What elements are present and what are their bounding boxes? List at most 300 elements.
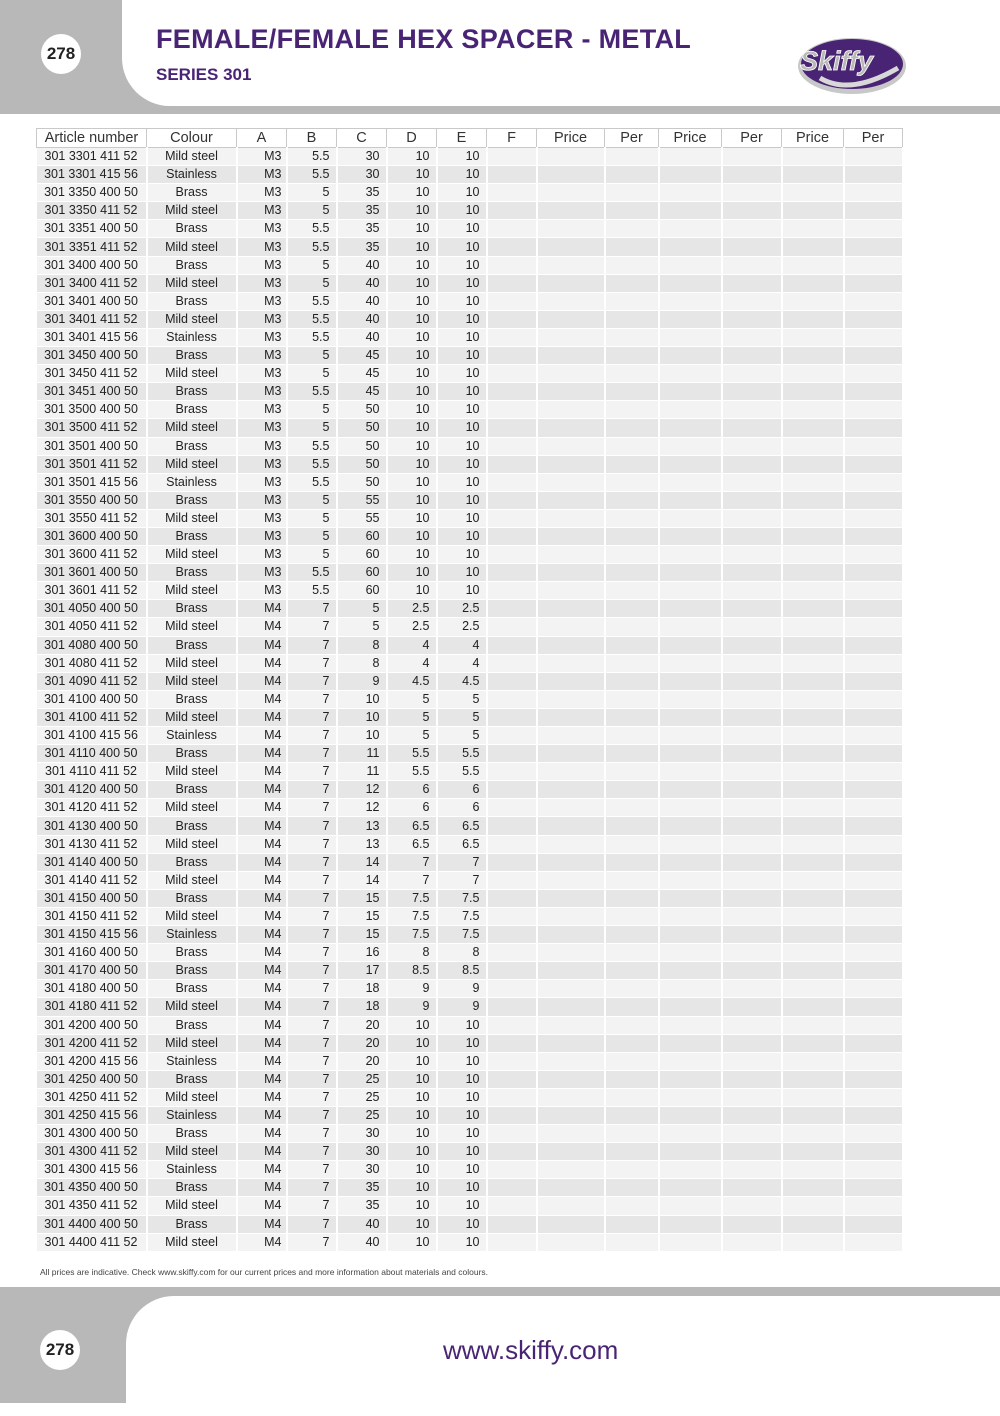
table-cell: 5.5 <box>437 745 487 763</box>
table-row <box>37 455 903 473</box>
table-cell: M4 <box>237 1034 287 1052</box>
table-cell: 301 3450 411 52 <box>37 365 147 383</box>
table-cell: 13 <box>337 835 387 853</box>
empty-cell <box>605 998 659 1016</box>
empty-cell <box>605 1106 659 1124</box>
table-row <box>37 944 903 962</box>
empty-cell <box>537 546 605 564</box>
empty-cell <box>605 745 659 763</box>
table-cell: Stainless <box>147 328 237 346</box>
empty-cell <box>722 437 782 455</box>
table-cell: M4 <box>237 926 287 944</box>
table-cell: 10 <box>387 509 437 527</box>
empty-cell <box>722 419 782 437</box>
table-cell: 5.5 <box>287 582 337 600</box>
table-cell: 7.5 <box>437 907 487 925</box>
empty-cell <box>537 1106 605 1124</box>
empty-cell <box>782 600 844 618</box>
empty-cell <box>659 708 722 726</box>
empty-cell <box>487 1088 537 1106</box>
empty-cell <box>487 889 537 907</box>
empty-cell <box>659 401 722 419</box>
table-cell: 25 <box>337 1106 387 1124</box>
table-cell: Mild steel <box>147 582 237 600</box>
empty-cell <box>487 907 537 925</box>
empty-cell <box>487 980 537 998</box>
empty-cell <box>722 889 782 907</box>
table-cell: M4 <box>237 944 287 962</box>
empty-cell <box>537 473 605 491</box>
empty-cell <box>537 781 605 799</box>
empty-cell <box>487 1179 537 1197</box>
table-cell: 60 <box>337 546 387 564</box>
empty-cell <box>537 998 605 1016</box>
empty-cell <box>659 1088 722 1106</box>
table-row <box>37 690 903 708</box>
table-cell: M4 <box>237 1197 287 1215</box>
empty-cell <box>782 871 844 889</box>
empty-cell <box>487 383 537 401</box>
empty-cell <box>605 1197 659 1215</box>
empty-cell <box>782 1161 844 1179</box>
table-cell: 7 <box>287 636 337 654</box>
empty-cell <box>782 383 844 401</box>
table-cell: 5.5 <box>287 564 337 582</box>
table-cell: 5.5 <box>437 763 487 781</box>
table-cell: 301 4350 411 52 <box>37 1197 147 1215</box>
table-cell: M3 <box>237 564 287 582</box>
empty-cell <box>659 365 722 383</box>
table-cell: 10 <box>437 401 487 419</box>
table-cell: 15 <box>337 907 387 925</box>
empty-cell <box>605 1179 659 1197</box>
empty-cell <box>722 582 782 600</box>
empty-cell <box>537 310 605 328</box>
empty-cell <box>722 1215 782 1233</box>
empty-cell <box>659 636 722 654</box>
table-cell: 301 3500 400 50 <box>37 401 147 419</box>
table-cell: 301 3601 411 52 <box>37 582 147 600</box>
table-cell: 13 <box>337 817 387 835</box>
empty-cell <box>722 799 782 817</box>
empty-cell <box>782 256 844 274</box>
empty-cell <box>722 871 782 889</box>
empty-cell <box>659 727 722 745</box>
empty-cell <box>537 600 605 618</box>
empty-cell <box>844 437 903 455</box>
empty-cell <box>844 962 903 980</box>
table-row <box>37 1143 903 1161</box>
empty-cell <box>722 1233 782 1251</box>
empty-cell <box>659 1179 722 1197</box>
empty-cell <box>605 1233 659 1251</box>
table-cell: 301 4120 411 52 <box>37 799 147 817</box>
table-cell: 5 <box>387 690 437 708</box>
column-header: D <box>387 129 437 148</box>
table-cell: Brass <box>147 383 237 401</box>
empty-cell <box>844 564 903 582</box>
table-cell: 10 <box>387 1179 437 1197</box>
empty-cell <box>844 926 903 944</box>
table-row <box>37 1052 903 1070</box>
empty-cell <box>487 654 537 672</box>
table-cell: 10 <box>387 148 437 166</box>
table-cell: 7 <box>287 1052 337 1070</box>
empty-cell <box>844 799 903 817</box>
table-cell: M3 <box>237 310 287 328</box>
spec-table <box>36 128 904 1252</box>
table-row <box>37 274 903 292</box>
table-row <box>37 600 903 618</box>
empty-cell <box>537 292 605 310</box>
empty-cell <box>722 745 782 763</box>
empty-cell <box>605 618 659 636</box>
table-cell: 7 <box>387 853 437 871</box>
empty-cell <box>537 980 605 998</box>
empty-cell <box>722 310 782 328</box>
table-cell: M4 <box>237 889 287 907</box>
empty-cell <box>537 871 605 889</box>
empty-cell <box>487 799 537 817</box>
table-cell: Mild steel <box>147 1197 237 1215</box>
empty-cell <box>844 220 903 238</box>
empty-cell <box>782 527 844 545</box>
table-cell: 10 <box>437 491 487 509</box>
table-cell: 10 <box>387 1161 437 1179</box>
table-cell: 10 <box>437 1215 487 1233</box>
table-cell: 301 4300 400 50 <box>37 1125 147 1143</box>
table-cell: 7 <box>287 1197 337 1215</box>
table-cell: Mild steel <box>147 871 237 889</box>
table-row <box>37 763 903 781</box>
empty-cell <box>722 1070 782 1088</box>
empty-cell <box>487 564 537 582</box>
empty-cell <box>537 1070 605 1088</box>
empty-cell <box>537 962 605 980</box>
table-body <box>37 148 903 1252</box>
table-row <box>37 347 903 365</box>
empty-cell <box>782 491 844 509</box>
empty-cell <box>605 564 659 582</box>
empty-cell <box>844 347 903 365</box>
table-row <box>37 202 903 220</box>
table-cell: Mild steel <box>147 310 237 328</box>
empty-cell <box>844 491 903 509</box>
table-cell: M3 <box>237 365 287 383</box>
table-cell: 301 4400 411 52 <box>37 1233 147 1251</box>
table-cell: 10 <box>387 1034 437 1052</box>
empty-cell <box>537 1088 605 1106</box>
empty-cell <box>605 546 659 564</box>
empty-cell <box>537 437 605 455</box>
table-row <box>37 437 903 455</box>
empty-cell <box>844 727 903 745</box>
table-cell: 10 <box>387 328 437 346</box>
table-row <box>37 256 903 274</box>
table-cell: 10 <box>437 1052 487 1070</box>
table-cell: 7.5 <box>437 889 487 907</box>
empty-cell <box>605 347 659 365</box>
table-cell: Mild steel <box>147 419 237 437</box>
empty-cell <box>659 1070 722 1088</box>
table-row <box>37 1125 903 1143</box>
table-row <box>37 1197 903 1215</box>
table-cell: 301 3400 411 52 <box>37 274 147 292</box>
table-cell: Brass <box>147 636 237 654</box>
table-cell: 9 <box>337 672 387 690</box>
empty-cell <box>844 274 903 292</box>
empty-cell <box>782 455 844 473</box>
empty-cell <box>782 292 844 310</box>
empty-cell <box>487 148 537 166</box>
empty-cell <box>605 202 659 220</box>
empty-cell <box>487 582 537 600</box>
empty-cell <box>844 1125 903 1143</box>
table-row <box>37 618 903 636</box>
empty-cell <box>659 1125 722 1143</box>
table-cell: 10 <box>387 383 437 401</box>
table-row <box>37 582 903 600</box>
table-row <box>37 1088 903 1106</box>
table-cell: 2.5 <box>437 618 487 636</box>
table-cell: Mild steel <box>147 509 237 527</box>
table-cell: M4 <box>237 962 287 980</box>
table-cell: 301 4350 400 50 <box>37 1179 147 1197</box>
table-cell: 10 <box>387 437 437 455</box>
table-cell: M3 <box>237 582 287 600</box>
table-cell: Brass <box>147 600 237 618</box>
empty-cell <box>659 419 722 437</box>
table-cell: 301 3301 411 52 <box>37 148 147 166</box>
empty-cell <box>605 926 659 944</box>
table-row <box>37 799 903 817</box>
empty-cell <box>659 600 722 618</box>
table-cell: 10 <box>387 455 437 473</box>
table-cell: M3 <box>237 274 287 292</box>
empty-cell <box>722 817 782 835</box>
table-cell: 10 <box>387 1197 437 1215</box>
table-cell: Mild steel <box>147 1034 237 1052</box>
empty-cell <box>487 401 537 419</box>
table-cell: 10 <box>387 1106 437 1124</box>
table-cell: 301 3350 411 52 <box>37 202 147 220</box>
empty-cell <box>782 365 844 383</box>
empty-cell <box>844 582 903 600</box>
table-cell: 7 <box>287 763 337 781</box>
empty-cell <box>605 853 659 871</box>
empty-cell <box>659 853 722 871</box>
table-row <box>37 383 903 401</box>
table-cell: M3 <box>237 238 287 256</box>
table-cell: 301 3501 415 56 <box>37 473 147 491</box>
table-cell: M4 <box>237 1233 287 1251</box>
empty-cell <box>537 727 605 745</box>
table-cell: 10 <box>387 220 437 238</box>
table-cell: 5 <box>287 274 337 292</box>
empty-cell <box>844 527 903 545</box>
empty-cell <box>537 238 605 256</box>
empty-cell <box>782 708 844 726</box>
empty-cell <box>537 853 605 871</box>
empty-cell <box>722 1106 782 1124</box>
table-cell: 10 <box>387 527 437 545</box>
table-row <box>37 889 903 907</box>
empty-cell <box>537 835 605 853</box>
table-cell: 10 <box>387 365 437 383</box>
table-cell: 301 4160 400 50 <box>37 944 147 962</box>
table-cell: 10 <box>337 727 387 745</box>
table-cell: 8 <box>337 636 387 654</box>
table-cell: 12 <box>337 781 387 799</box>
empty-cell <box>659 1161 722 1179</box>
empty-cell <box>605 708 659 726</box>
empty-cell <box>537 1197 605 1215</box>
column-header: Article number <box>37 129 147 148</box>
empty-cell <box>722 1052 782 1070</box>
table-cell: 4 <box>437 654 487 672</box>
empty-cell <box>605 636 659 654</box>
table-cell: 10 <box>437 582 487 600</box>
empty-cell <box>782 148 844 166</box>
empty-cell <box>782 1215 844 1233</box>
table-row <box>37 817 903 835</box>
empty-cell <box>782 690 844 708</box>
empty-cell <box>487 1070 537 1088</box>
table-cell: 301 4120 400 50 <box>37 781 147 799</box>
table-cell: 10 <box>437 184 487 202</box>
empty-cell <box>659 907 722 925</box>
table-cell: 40 <box>337 1233 387 1251</box>
empty-cell <box>722 835 782 853</box>
table-cell: M4 <box>237 636 287 654</box>
table-cell: 9 <box>437 998 487 1016</box>
empty-cell <box>605 1070 659 1088</box>
empty-cell <box>659 998 722 1016</box>
table-cell: Brass <box>147 781 237 799</box>
empty-cell <box>722 1088 782 1106</box>
table-cell: 10 <box>437 148 487 166</box>
empty-cell <box>782 1088 844 1106</box>
table-cell: Brass <box>147 980 237 998</box>
empty-cell <box>487 238 537 256</box>
table-row <box>37 546 903 564</box>
empty-cell <box>537 527 605 545</box>
empty-cell <box>659 781 722 799</box>
table-cell: 10 <box>437 202 487 220</box>
empty-cell <box>659 889 722 907</box>
table-cell: 10 <box>387 401 437 419</box>
website-link[interactable]: www.skiffy.com <box>443 1335 619 1365</box>
empty-cell <box>722 455 782 473</box>
empty-cell <box>487 220 537 238</box>
table-cell: 6 <box>437 799 487 817</box>
empty-cell <box>487 835 537 853</box>
table-cell: M3 <box>237 220 287 238</box>
empty-cell <box>782 347 844 365</box>
empty-cell <box>782 889 844 907</box>
table-cell: 10 <box>387 274 437 292</box>
table-cell: M3 <box>237 473 287 491</box>
empty-cell <box>487 1106 537 1124</box>
empty-cell <box>487 672 537 690</box>
table-cell: 25 <box>337 1070 387 1088</box>
empty-cell <box>844 1106 903 1124</box>
empty-cell <box>722 763 782 781</box>
empty-cell <box>605 889 659 907</box>
table-cell: 7 <box>287 1143 337 1161</box>
empty-cell <box>487 926 537 944</box>
empty-cell <box>659 564 722 582</box>
empty-cell <box>722 292 782 310</box>
empty-cell <box>605 166 659 184</box>
empty-cell <box>844 1016 903 1034</box>
table-cell: 301 3301 415 56 <box>37 166 147 184</box>
table-cell: 35 <box>337 1179 387 1197</box>
empty-cell <box>605 328 659 346</box>
table-cell: 301 4250 411 52 <box>37 1088 147 1106</box>
empty-cell <box>722 962 782 980</box>
table-cell: 5 <box>287 256 337 274</box>
table-cell: 5 <box>437 690 487 708</box>
empty-cell <box>844 1143 903 1161</box>
table-cell: 7 <box>287 708 337 726</box>
table-cell: Mild steel <box>147 1088 237 1106</box>
empty-cell <box>782 166 844 184</box>
table-cell: Brass <box>147 1125 237 1143</box>
empty-cell <box>537 907 605 925</box>
table-cell: 5.5 <box>287 166 337 184</box>
page-number-badge <box>41 34 81 74</box>
empty-cell <box>605 1034 659 1052</box>
table-cell: M4 <box>237 1179 287 1197</box>
table-cell: 5 <box>437 708 487 726</box>
table-cell: 10 <box>387 1052 437 1070</box>
table-row <box>37 238 903 256</box>
table-cell: 301 4200 411 52 <box>37 1034 147 1052</box>
empty-cell <box>537 564 605 582</box>
table-cell: 10 <box>387 166 437 184</box>
empty-cell <box>605 274 659 292</box>
empty-cell <box>537 328 605 346</box>
empty-cell <box>722 148 782 166</box>
empty-cell <box>844 1179 903 1197</box>
empty-cell <box>605 799 659 817</box>
table-cell: Brass <box>147 292 237 310</box>
table-row <box>37 220 903 238</box>
empty-cell <box>537 1233 605 1251</box>
table-cell: M3 <box>237 166 287 184</box>
table-cell: M4 <box>237 1088 287 1106</box>
empty-cell <box>487 1052 537 1070</box>
table-cell: 301 3401 411 52 <box>37 310 147 328</box>
table-row <box>37 1106 903 1124</box>
table-cell: 10 <box>437 1233 487 1251</box>
table-cell: 10 <box>387 184 437 202</box>
table-cell: 7 <box>437 853 487 871</box>
table-cell: M4 <box>237 907 287 925</box>
empty-cell <box>844 238 903 256</box>
table-row <box>37 527 903 545</box>
empty-cell <box>782 274 844 292</box>
table-cell: 5 <box>287 509 337 527</box>
table-cell: Stainless <box>147 1106 237 1124</box>
empty-cell <box>487 509 537 527</box>
table-cell: 301 4300 411 52 <box>37 1143 147 1161</box>
table-cell: Brass <box>147 527 237 545</box>
table-cell: 301 3600 400 50 <box>37 527 147 545</box>
table-cell: 10 <box>437 383 487 401</box>
table-cell: 10 <box>437 1016 487 1034</box>
